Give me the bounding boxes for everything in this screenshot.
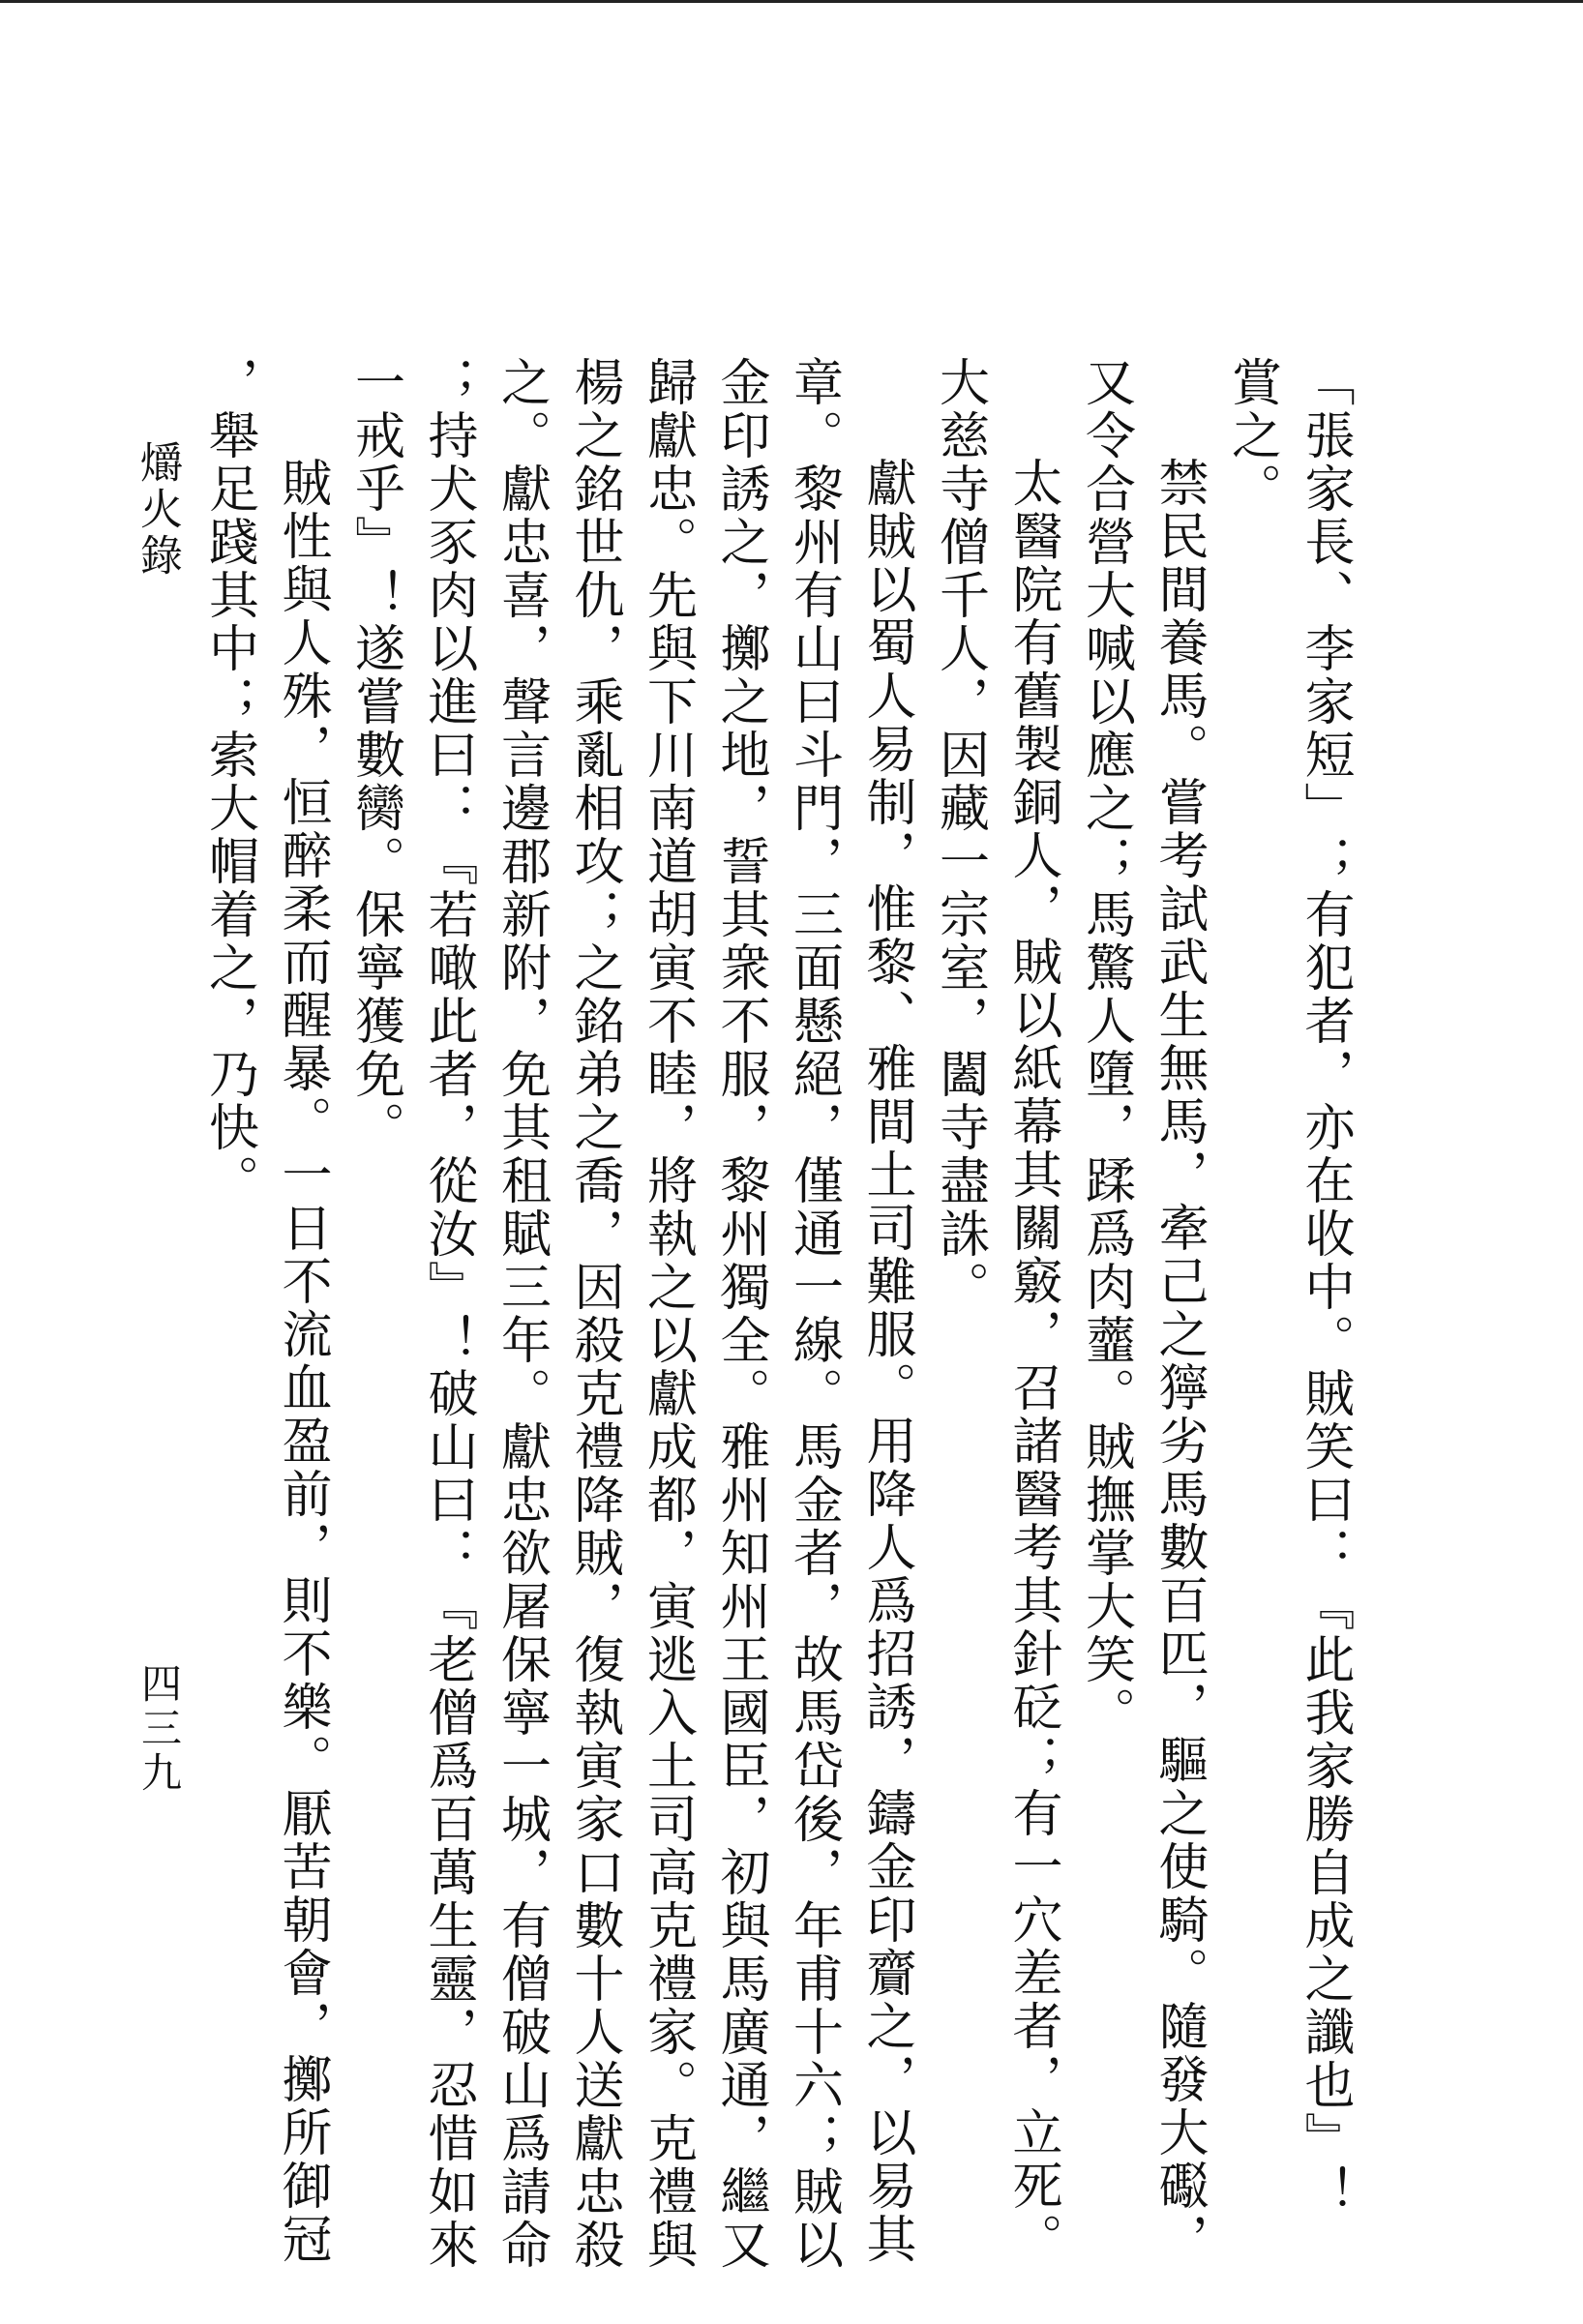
text-column: 獻賊以蜀人易制，惟黎、雅間土司難服。用降人爲招誘，鑄金印齎之，以易其 — [857, 457, 915, 2266]
text-column: 又令合營大喊以應之；馬驚人墮，蹂爲肉虀。賊撫掌大笑。 — [1076, 356, 1135, 1740]
text-column: ；持犬豕肉以進曰：『若噉此者，從汝』！破山曰：『老僧爲百萬生靈，忍惜如來 — [419, 356, 477, 2272]
text-column: ，舉足踐其中；索大帽着之，乃快。 — [199, 356, 258, 1207]
top-border-line — [0, 0, 1583, 3]
text-column: 一戒乎』！遂嘗數臠。保寧獲免。 — [345, 356, 404, 1154]
text-column: 楊之銘世仇，乘亂相攻；之銘弟之喬，因殺克禮降賊，復執寅家口數十人送獻忠殺 — [565, 356, 623, 2272]
page-number: 四三九 — [135, 1662, 183, 1796]
text-column: 太醫院有舊製銅人，賊以紙幕其關竅，召諸醫考其針砭；有一穴差者，立死。 — [1003, 457, 1061, 2266]
text-column: 章。黎州有山曰斗門，三面懸絕，僅通一線。馬金者，故馬岱後，年甫十六；賊以 — [784, 356, 843, 2272]
text-column: 之。獻忠喜，聲言邊郡新附，免其租賦三年。獻忠欲屠保寧一城，有僧破山爲請命 — [492, 356, 551, 2272]
text-column: 歸獻忠。先與下川南道胡寅不睦，將執之以獻成都，寅逃入土司高克禮家。克禮與 — [638, 356, 697, 2272]
text-column: 「張家長、李家短」；有犯者，亦在收中。賊笑曰：『此我家勝自成之讖也』！ — [1296, 356, 1354, 2219]
main-text-block — [199, 356, 1360, 2272]
text-column: 金印誘之，擲之地，誓其衆不服，黎州獨全。雅州知州王國臣，初與馬廣通，繼又 — [711, 356, 769, 2272]
text-column: 大慈寺僧千人，因藏一宗室，闔寺盡誅。 — [930, 356, 989, 1314]
text-column: 賊性與人殊，恒醉柔而醒暴。一日不流血盈前，則不樂。厭苦朝會，擲所御冠 — [273, 457, 331, 2266]
book-title: 爝火錄 — [133, 440, 182, 580]
text-column: 賞之。 — [1222, 356, 1281, 516]
text-column: 禁民間養馬。嘗考試武生無馬，牽己之獰劣馬數百匹，驅之使騎。隨發大礟， — [1150, 457, 1208, 2266]
